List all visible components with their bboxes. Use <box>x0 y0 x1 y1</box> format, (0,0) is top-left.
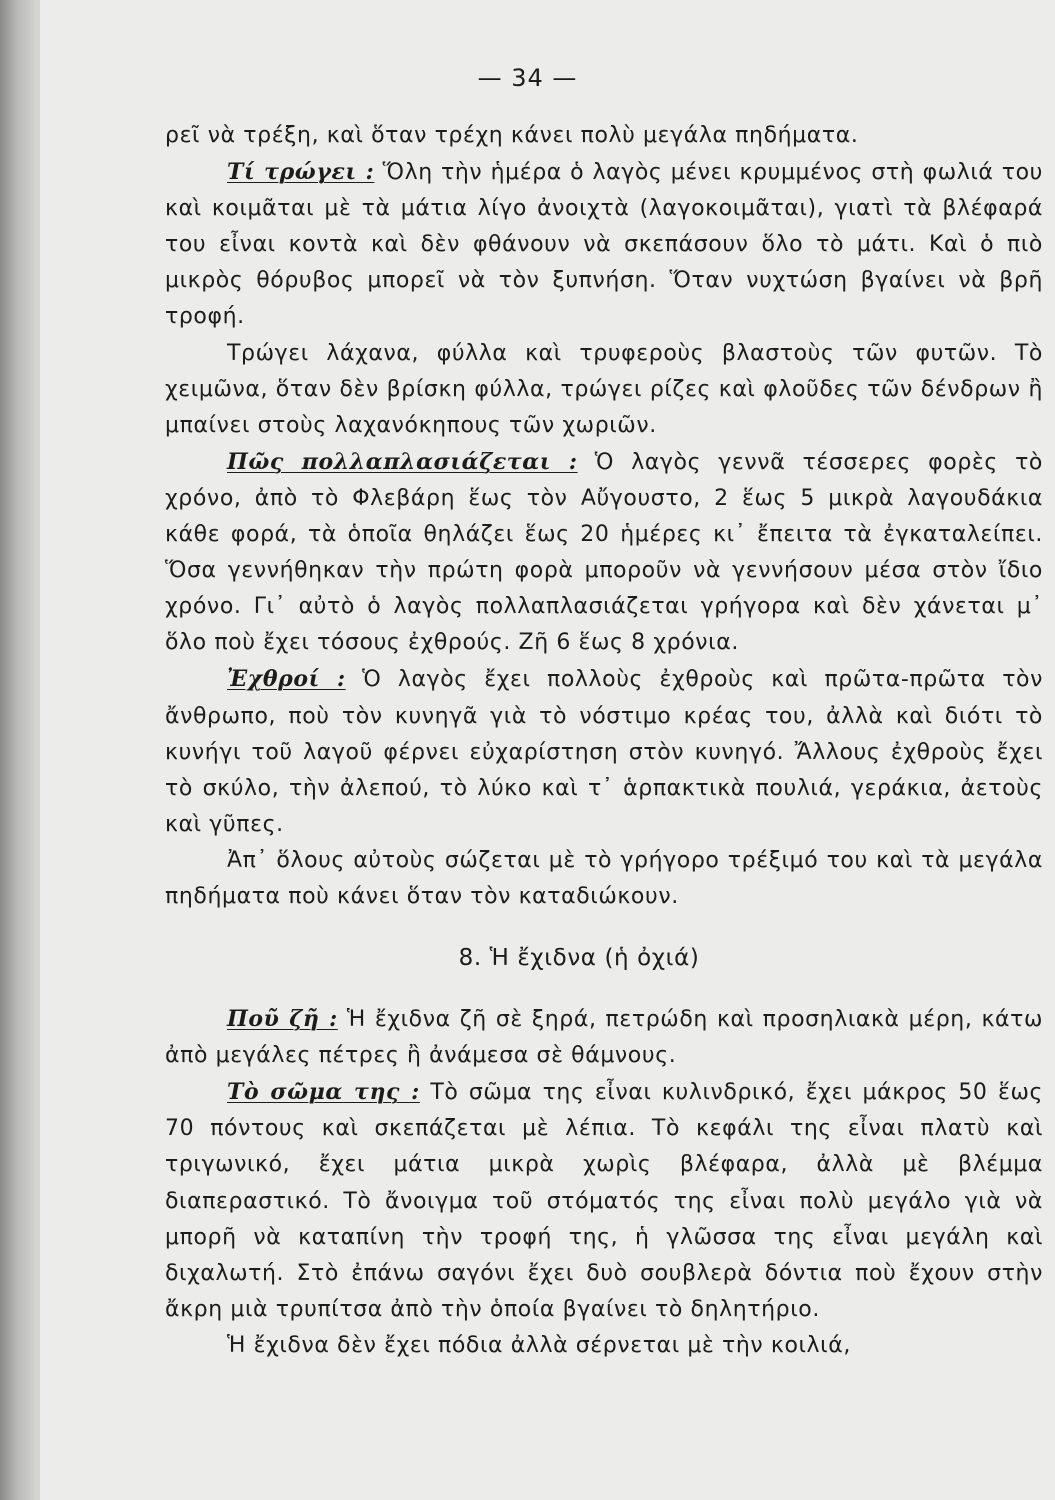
lead-enemies: Ἐχθροί : <box>227 666 346 693</box>
lead-habitat: Ποῦ ζῆ : <box>227 1006 338 1033</box>
paragraph-enemies <box>165 661 1043 842</box>
paragraph-habitat <box>165 1001 1043 1074</box>
text-food: Ὅλη τὴν ἡμέρα ὁ λαγὸς μένει κρυμμένος στὴ φωλιά του καὶ κοιμᾶται μὲ τὰ μάτια λίγο ἀνοιχτὰ (λαγοκοιμᾶται), γιατὶ τὰ βλέφαρά του εἶναι κοντὰ καὶ δὲν φθάνουν νὰ σκεπάσουν ὅλο τὸ μάτι. Καὶ ὁ πιὸ μικρὸς θόρυβος μπορεῖ νὰ τὸν ξυπνήση. Ὅταν νυχτώση βγαίνει νὰ βρῆ τροφή. <box>165 160 1043 330</box>
text-habitat: Ἡ ἔχιδνα ζῆ σὲ ξηρά, πετρώδη καὶ προσηλιακὰ μέρη, κάτω ἀπὸ μεγάλες πέτρες ἢ ἀνάμεσα σὲ θάμνους. <box>165 1007 1043 1069</box>
text-multiply: Ὁ λαγὸς γεννᾶ τέσσερες φορὲς τὸ χρόνο, ἀπὸ τὸ Φλεβάρη ἕως τὸν Αὔγουστο, 2 ἕως 5 μικρὰ λαγουδάκια κάθε φορά, τὰ ὁποῖα θηλάζει ἕως 20 ἡμέρες κι᾿ ἔπειτα τὰ ἐγκαταλείπει. Ὅσα γεννήθηκαν τὴν πρώτη φορὰ μποροῦν νὰ γεννήσουν μέσα στὸν ἴδιο χρόνο. Γι᾿ αὐτὸ ὁ λαγὸς πολλαπλασιάζεται γρήγορα καὶ δὲν χάνεται μ᾿ ὅλο ποὺ ἔχει τόσους ἐχθρούς. Ζῆ 6 ἕως 8 χρόνια. <box>165 449 1043 656</box>
paragraph-intro: ρεῖ νὰ τρέξη, καὶ ὅταν τρέχη κάνει πολὺ μεγάλα πηδήματα. <box>165 123 859 148</box>
lead-food: Τί τρώγει : <box>227 159 375 186</box>
page-number: — 34 — <box>477 64 578 92</box>
paragraph-body <box>165 1074 1043 1328</box>
paragraph-eats: Τρώγει λάχανα, φύλλα καὶ τρυφεροὺς βλαστοὺς τῶν φυτῶν. Τὸ χειμῶνα, ὅταν δὲν βρίσκη φύλλα, τρώγει ρίζες καὶ φλοῦδες τῶν δένδρων ἢ μπαίνει στοὺς λαχανόκηπους τῶν χωριῶν. <box>165 340 1043 438</box>
paragraph-multiply <box>165 444 1043 662</box>
page-content <box>165 118 1043 1364</box>
lead-body: Τὸ σῶμα της : <box>227 1079 420 1106</box>
paragraph-last: Ἡ ἔχιδνα δὲν ἔχει πόδια ἀλλὰ σέρνεται μὲ τὴν κοιλιά, <box>227 1332 851 1358</box>
lead-multiply: Πῶς πολλαπλασιάζεται : <box>227 448 578 475</box>
paragraph-food <box>165 154 1043 335</box>
text-enemies: Ὁ λαγὸς ἔχει πολλοὺς ἐχθροὺς καὶ πρῶτα-πρῶτα τὸν ἄνθρωπο, ποὺ τὸν κυνηγᾶ γιὰ τὸ νόστιμο κρέας του, ἀλλὰ καὶ διότι τὸ κυνήγι τοῦ λαγοῦ φέρνει εὐχαρίστηση στὸν κυνηγό. Ἄλλους ἐχθροὺς ἔχει τὸ σκύλο, τὴν ἀλεπού, τὸ λύκο καὶ τ᾿ ἁρπακτικὰ πουλιά, γεράκια, ἀετοὺς καὶ γῦπες. <box>165 667 1043 837</box>
paragraph-escape: Ἀπ᾿ ὅλους αὐτοὺς σώζεται μὲ τὸ γρήγορο τρέξιμό του καὶ τὰ μεγάλα πηδήματα ποὺ κάνει ὅταν τὸν καταδιώκουν. <box>165 847 1043 909</box>
section-heading: 8. Ἡ ἔχιδνα (ἡ ὀχιά) <box>458 945 700 972</box>
text-body: Τὸ σῶμα της εἶναι κυλινδρικό, ἔχει μάκρος 50 ἕως 70 πόντους καὶ σκεπάζεται μὲ λέπια. Τὸ κεφάλι της εἶναι πλατὺ καὶ τριγωνικό, ἔχει μάτια μικρὰ χωρὶς βλέφαρα, ἀλλὰ μὲ βλέμμα διαπεραστικό. Τὸ ἄνοιγμα τοῦ στόματός της εἶναι πολὺ μεγάλο γιὰ νὰ μπορῆ νὰ καταπίνη τὴν τροφή της, ἡ γλῶσσα της εἶναι μεγάλη καὶ διχαλωτή. Στὸ ἐπάνω σαγόνι ἔχει δυὸ σουβλερὰ δόντια ποὺ ἔχουν στὴν ἄκρη μιὰ τρυπίτσα ἀπὸ τὴν ὁποία βγαίνει τὸ δηλητήριο. <box>165 1080 1043 1322</box>
